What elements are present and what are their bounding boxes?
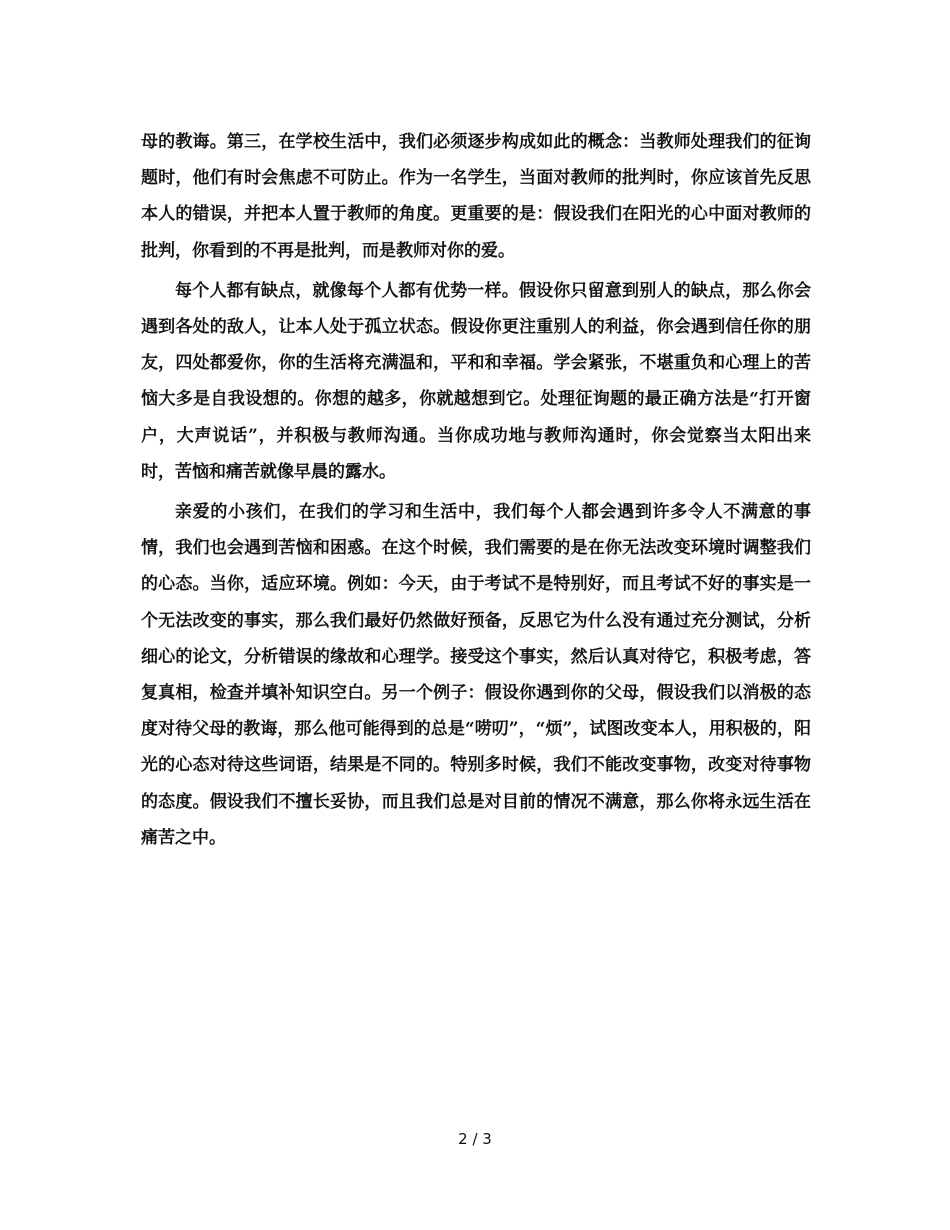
paragraph: 每个人都有缺点，就像每个人都有优势一样。假设你只留意到别人的缺点，那么你会遇到各处的敌人，让本人处于孤立状态。假设你更注重别人的利益，你会遇到信任你的朋友，四处都爱你，你的生活将充满温和，平和和幸福。学会紧张，不堪重负和心理上的苦恼大多是自我设想的。你想的越多，你就越想到它。处理征询题的最正确方法是“打开窗户，大声说话”，并积极与教师沟通。当你成功地与教师沟通时，你会觉察当太阳出来时，苦恼和痛苦就像早晨的露水。: [141, 280, 811, 482]
paragraph: 母的教诲。第三，在学校生活中，我们必须逐步构成如此的概念：当教师处理我们的征询题时，他们有时会焦虑不可防止。作为一名学生，当面对教师的批判时，你应该首先反思本人的错误，并把本人置于教师的角度。更重要的是：假设我们在阳光的心中面对教师的批判，你看到的不再是批判，而是教师对你的爱。: [141, 132, 811, 261]
paragraph: 亲爱的小孩们，在我们的学习和生活中，我们每个人都会遇到许多令人不满意的事情，我们也会遇到苦恼和困惑。在这个时候，我们需要的是在你无法改变环境时调整我们的心态。当你，适应环境。例如：今天，由于考试不是特别好，而且考试不好的事实是一个无法改变的事实，那么我们最好仍然做好预备，反思它为什么没有通过充分测试，分析细心的论文，分析错误的缘故和心理学。接受这个事实，然后认真对待它，积极考虑，答复真相，检查并填补知识空白。另一个例子：假设你遇到你的父母，假设我们以消极的态度对待父母的教诲，那么他可能得到的总是“唠叨”，“烦”，试图改变本人，用积极的，阳光的心态对待这些词语，结果是不同的。特别多时候，我们不能改变事物，改变对待事物的态度。假设我们不擅长妥协，而且我们总是对目前的情况不满意，那么你将永远生活在痛苦之中。: [141, 502, 811, 848]
page-number: 2 / 3: [458, 1130, 492, 1148]
document-body: [141, 124, 811, 856]
